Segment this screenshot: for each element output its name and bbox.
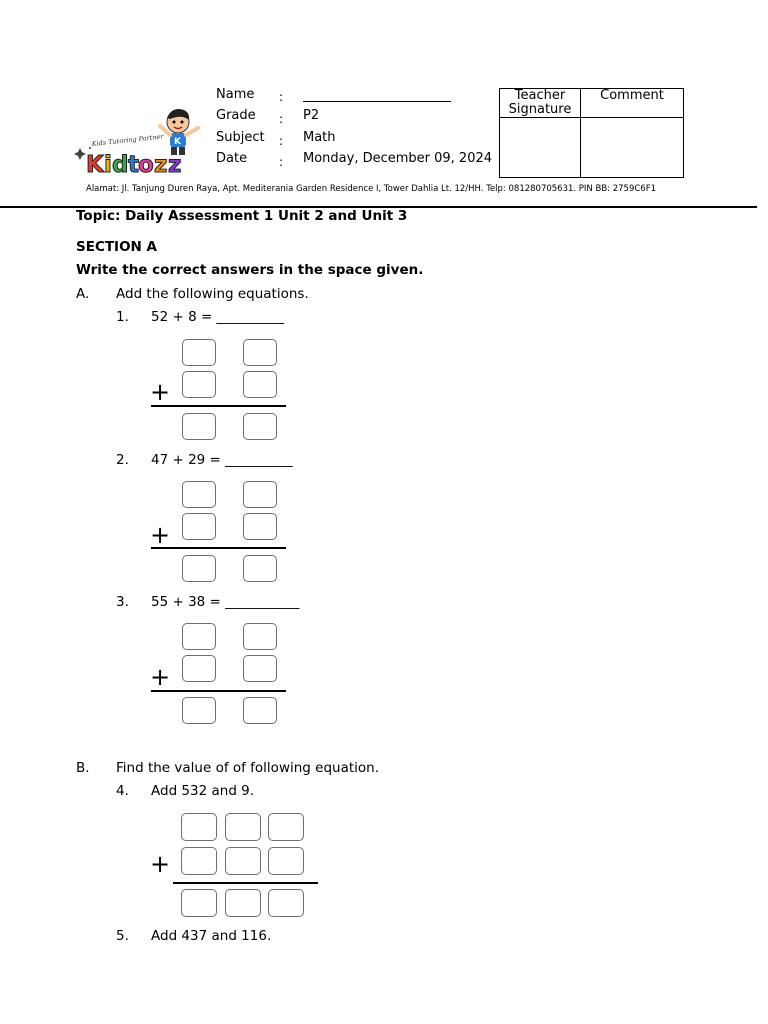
colon: : bbox=[279, 134, 284, 148]
date-label: Date bbox=[216, 151, 248, 166]
part-b-heading: Find the value of of following equation. bbox=[116, 760, 380, 776]
digit-box[interactable] bbox=[268, 847, 304, 875]
digit-box[interactable] bbox=[182, 339, 216, 366]
grade-label: Grade bbox=[216, 108, 256, 123]
digit-box[interactable] bbox=[243, 513, 277, 540]
digit-box[interactable] bbox=[243, 339, 277, 366]
digit-box[interactable] bbox=[243, 655, 277, 682]
sum-line bbox=[173, 882, 318, 884]
svg-text:K: K bbox=[86, 152, 104, 178]
question-text: Add 437 and 116. bbox=[151, 928, 272, 944]
sum-line bbox=[151, 405, 286, 407]
digit-box[interactable] bbox=[225, 813, 261, 841]
sum-line bbox=[151, 690, 286, 692]
colon: : bbox=[279, 112, 284, 126]
plus-sign: + bbox=[150, 521, 171, 549]
topic-title: Topic: Daily Assessment 1 Unit 2 and Unit 3 bbox=[76, 208, 408, 224]
kidtozz-logo bbox=[72, 104, 207, 180]
answer-box[interactable] bbox=[181, 889, 217, 917]
question-text: 55 + 38 = ___________ bbox=[151, 594, 300, 610]
digit-box[interactable] bbox=[181, 847, 217, 875]
digit-box[interactable] bbox=[181, 813, 217, 841]
plus-sign: + bbox=[150, 663, 171, 691]
digit-box[interactable] bbox=[182, 371, 216, 398]
question-text: 47 + 29 = __________ bbox=[151, 452, 293, 468]
section-title: SECTION A bbox=[76, 239, 158, 255]
digit-box[interactable] bbox=[182, 655, 216, 682]
svg-text:t: t bbox=[128, 152, 139, 178]
colon: : bbox=[279, 155, 284, 169]
answer-box[interactable] bbox=[243, 697, 277, 724]
section-instruction: Write the correct answers in the space given. bbox=[76, 262, 424, 278]
svg-text:K: K bbox=[174, 137, 181, 147]
address: Alamat: Jl. Tanjung Duren Raya, Apt. Mediterania Garden Residence I, Tower Dahlia Lt. 12/HH. Telp: 081280705631. PIN BB: 2759C6F1 bbox=[86, 184, 656, 194]
svg-text:o: o bbox=[138, 152, 154, 178]
question-number: 3. bbox=[116, 594, 129, 610]
answer-box[interactable] bbox=[225, 889, 261, 917]
svg-text:z: z bbox=[168, 152, 182, 178]
grade-value: P2 bbox=[303, 108, 320, 123]
digit-box[interactable] bbox=[182, 481, 216, 508]
digit-box[interactable] bbox=[243, 623, 277, 650]
part-a-letter: A. bbox=[76, 286, 90, 302]
sum-line bbox=[151, 547, 286, 549]
svg-text:d: d bbox=[112, 152, 129, 178]
signature-table bbox=[499, 88, 684, 178]
teacher-signature-header: Teacher Signature bbox=[500, 89, 581, 118]
svg-text:Kids Tutoring Partner: Kids Tutoring Partner bbox=[91, 132, 164, 148]
name-label: Name bbox=[216, 87, 255, 102]
svg-text:i: i bbox=[104, 152, 112, 178]
digit-box[interactable] bbox=[243, 371, 277, 398]
question-number: 1. bbox=[116, 309, 129, 325]
subject-value: Math bbox=[303, 130, 336, 145]
digit-box[interactable] bbox=[243, 481, 277, 508]
question-text: Add 532 and 9. bbox=[151, 783, 255, 799]
name-field[interactable] bbox=[303, 88, 451, 102]
plus-sign: + bbox=[150, 378, 171, 406]
answer-box[interactable] bbox=[182, 413, 216, 440]
answer-box[interactable] bbox=[243, 555, 277, 582]
answer-box[interactable] bbox=[268, 889, 304, 917]
date-value: Monday, December 09, 2024 bbox=[303, 151, 493, 166]
question-text: 52 + 8 = __________ bbox=[151, 309, 285, 325]
question-number: 5. bbox=[116, 928, 129, 944]
teacher-signature-cell[interactable] bbox=[500, 118, 581, 178]
question-number: 4. bbox=[116, 783, 129, 799]
answer-box[interactable] bbox=[182, 697, 216, 724]
part-a-heading: Add the following equations. bbox=[116, 286, 309, 302]
answer-box[interactable] bbox=[182, 555, 216, 582]
svg-text:z: z bbox=[154, 152, 168, 178]
digit-box[interactable] bbox=[225, 847, 261, 875]
plus-sign: + bbox=[150, 850, 171, 878]
subject-label: Subject bbox=[216, 130, 265, 145]
digit-box[interactable] bbox=[268, 813, 304, 841]
question-number: 2. bbox=[116, 452, 129, 468]
answer-box[interactable] bbox=[243, 413, 277, 440]
part-b-letter: B. bbox=[76, 760, 90, 776]
digit-box[interactable] bbox=[182, 513, 216, 540]
digit-box[interactable] bbox=[182, 623, 216, 650]
comment-header: Comment bbox=[581, 89, 684, 118]
colon: : bbox=[279, 90, 284, 104]
comment-cell[interactable] bbox=[581, 118, 684, 178]
